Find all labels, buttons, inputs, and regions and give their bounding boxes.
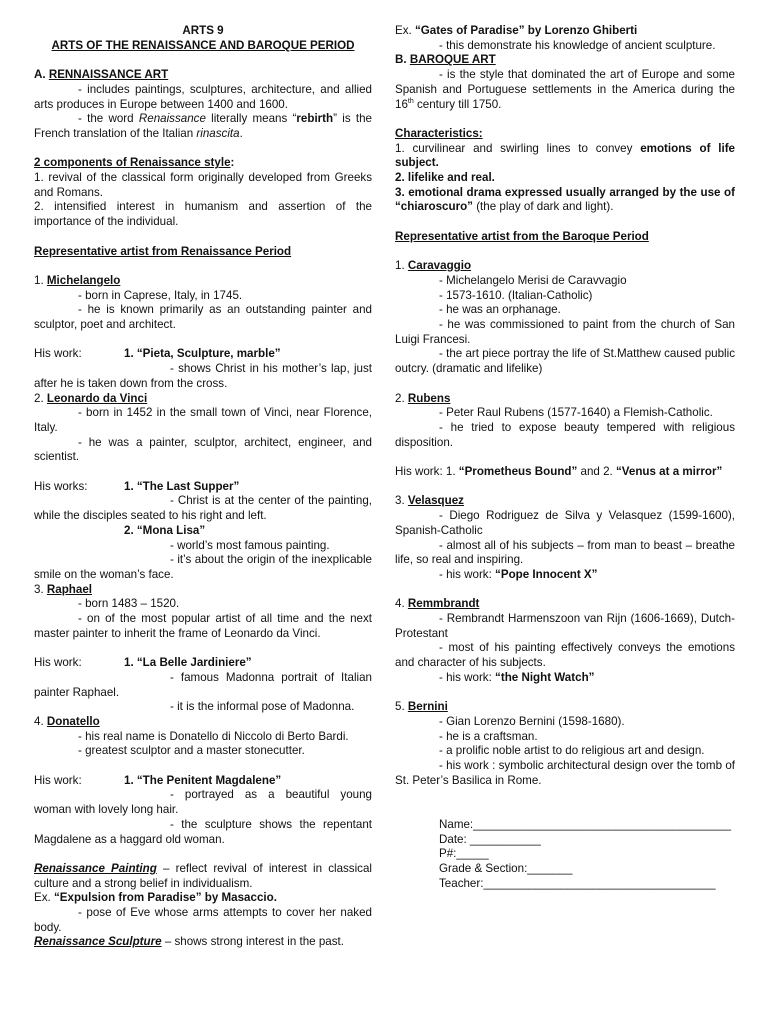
renaissance-painting-example: Ex. “Expulsion from Paradise” by Masaccio. <box>34 891 277 905</box>
michelangelo-line-2: - he is known primarily as an outstanding painter and sculptor, poet and architect. <box>34 303 372 331</box>
bernini-line-2: - he is a craftsman. <box>439 729 538 743</box>
renaissance-painting-def: Renaissance Painting – reflect revival of interest in classical culture and a strong belief in individualism. <box>34 861 373 890</box>
components-heading: 2 components of Renaissance style: <box>34 156 235 170</box>
caravaggio-heading: 1. Caravaggio <box>395 259 472 273</box>
davinci-work-2-desc-1: - world’s most famous painting. <box>170 538 330 552</box>
renaissance-heading-text: RENNAISSANCE ART <box>48 68 169 82</box>
caravaggio-line-1: - Michelangelo Merisi de Caravvagio <box>439 273 627 287</box>
course-title: ARTS 9 <box>182 24 224 37</box>
michelangelo-work-desc: - shows Christ in his mother’s lap, just after he is taken down from the cross. <box>34 362 372 390</box>
rubens-work: His work: 1. “Prometheus Bound” and 2. “Venus at a mirror” <box>395 465 723 479</box>
raphael-work-desc-2: - it is the informal pose of Madonna. <box>170 700 355 714</box>
davinci-heading: 2. Leonardo da Vinci <box>34 391 148 405</box>
raphael-work-desc-1: - famous Madonna portrait of Italian painter Raphael. <box>34 670 372 699</box>
characteristic-3: 3. emotional drama expressed usually arranged by the use of “chiaroscuro” (the play of dark and light). <box>395 185 735 214</box>
raphael-work: His work: 1. “La Belle Jardiniere” <box>34 656 252 670</box>
raphael-line-2: - on of the most popular artist of all time and the next master painter to inherit the frame of Leonardo da Vinci. <box>34 612 372 640</box>
baroque-desc: - is the style that dominated the art of Europe and some Spanish and Portuguese settlements in the America during the 16th century till 1750. <box>395 68 735 111</box>
davinci-line-1: - born in 1452 in the small town of Vinci, near Florence, Italy. <box>34 406 372 434</box>
renaissance-desc-2: - the word Renaissance literally means “rebirth” is the French translation of the Italian rinascita. <box>34 112 372 140</box>
davinci-work-1: His works: 1. “The Last Supper” <box>34 479 240 493</box>
student-info-form <box>395 818 735 892</box>
davinci-work-2: 2. “Mona Lisa” <box>124 523 206 537</box>
renaissance-artists-heading: Representative artist from Renaissance Period <box>34 244 292 258</box>
baroque-heading: B. BAROQUE ART <box>395 53 496 67</box>
davinci-work-1-desc: - Christ is at the center of the painting, while the disciples seated to his right and left. <box>34 494 372 523</box>
rubens-line-2: - he tried to expose beauty tempered with religious disposition. <box>395 420 735 449</box>
characteristic-2: 2. lifelike and real. <box>395 171 495 185</box>
renaissance-desc-1: - includes paintings, sculptures, architecture, and allied arts produces in Europe between 1400 and 1600. <box>34 82 372 111</box>
baroque-artists-heading: Representative artist from the Baroque Period <box>395 229 649 243</box>
renaissance-sculpture-def: Renaissance Sculpture – shows strong interest in the past. <box>34 935 344 949</box>
raphael-heading: 3. Raphael <box>34 582 92 596</box>
rembrandt-work: - his work: “the Night Watch” <box>439 670 595 684</box>
bernini-heading: 5. Bernini <box>395 700 448 714</box>
left-column <box>34 24 372 950</box>
donatello-line-2: - greatest sculptor and a master stonecutter. <box>78 744 305 758</box>
name-field[interactable]: Name:________________________________________ <box>439 817 732 831</box>
renaissance-heading-letter: A. <box>34 68 46 82</box>
rembrandt-line-2: - most of his painting effectively conveys the emotions and character of his subjects. <box>395 641 735 670</box>
caravaggio-line-4: - he was commissioned to paint from the church of San Luigi Francesi. <box>395 318 735 346</box>
rubens-line-1: - Peter Raul Rubens (1577-1640) a Flemish-Catholic. <box>439 406 713 420</box>
donatello-work-desc-2: - the sculpture shows the repentant Magdalene as a haggard old woman. <box>34 817 372 846</box>
renaissance-painting-example-desc: - pose of Eve whose arms attempts to cover her naked body. <box>34 906 372 934</box>
velasquez-heading: 3. Velasquez <box>395 494 464 508</box>
component-2: 2. intensified interest in humanism and assertion of the importance of the individual. <box>34 200 372 229</box>
rembrandt-heading: 4. Remmbrandt <box>395 597 480 611</box>
caravaggio-line-5: - the art piece portray the life of St.Matthew caused public outcry. (dramatic and lifelike) <box>395 347 735 376</box>
teacher-field[interactable]: Teacher:____________________________________ <box>439 876 716 890</box>
velasquez-line-1: - Diego Rodriguez de Silva y Velasquez (1599-1600), Spanish-Catholic <box>395 509 735 537</box>
characteristics-heading: Characteristics: <box>395 126 483 140</box>
donatello-work-desc-1: - portrayed as a beautiful young woman with lovely long hair. <box>34 788 372 817</box>
characteristic-1: 1. curvilinear and swirling lines to convey emotions of life subject. <box>395 141 736 170</box>
renaissance-heading <box>34 68 372 83</box>
velasquez-work: - his work: “Pope Innocent X” <box>439 567 598 581</box>
davinci-work-2-desc-2: - it’s about the origin of the inexplicable smile on the woman’s face. <box>34 553 372 581</box>
right-column <box>395 24 735 891</box>
davinci-line-2: - he was a painter, sculptor, architect, engineer, and scientist. <box>34 435 372 464</box>
p-number-field[interactable]: P#:_____ <box>439 847 489 861</box>
component-1: 1. revival of the classical form originally developed from Greeks and Romans. <box>34 171 372 199</box>
michelangelo-work: His work: 1. “Pieta, Sculpture, marble” <box>34 347 281 361</box>
bernini-line-3: - a prolific noble artist to do religious art and design. <box>439 744 705 758</box>
donatello-line-1: - his real name is Donatello di Niccolo di Berto Bardi. <box>78 729 349 743</box>
raphael-line-1: - born 1483 – 1520. <box>78 597 180 611</box>
date-field[interactable]: Date: ___________ <box>439 832 541 846</box>
grade-section-field[interactable]: Grade & Section:_______ <box>439 861 573 875</box>
rembrandt-line-1: - Rembrandt Harmenszoon van Rijn (1606-1669), Dutch-Protestant <box>395 612 735 640</box>
page-title: ARTS OF THE RENAISSANCE AND BAROQUE PERIOD <box>51 38 355 52</box>
rubens-heading: 2. Rubens <box>395 391 451 405</box>
renaissance-sculpture-example: Ex. “Gates of Paradise” by Lorenzo Ghiberti <box>395 24 638 37</box>
michelangelo-line-1: - born in Caprese, Italy, in 1745. <box>78 288 243 302</box>
bernini-line-4: - his work : symbolic architectural design over the tomb of St. Peter’s Basilica in Rome. <box>395 759 735 787</box>
caravaggio-line-3: - he was an orphanage. <box>439 303 561 317</box>
donatello-heading: 4. Donatello <box>34 714 100 728</box>
renaissance-sculpture-example-desc: - this demonstrate his knowledge of ancient sculpture. <box>439 38 716 52</box>
velasquez-line-2: - almost all of his subjects – from man to beast – breathe life, so real and inspiring. <box>395 538 735 567</box>
donatello-work: His work: 1. “The Penitent Magdalene” <box>34 773 282 787</box>
bernini-line-1: - Gian Lorenzo Bernini (1598-1680). <box>439 714 625 728</box>
caravaggio-line-2: - 1573-1610. (Italian-Catholic) <box>439 288 593 302</box>
michelangelo-heading: 1. Michelangelo <box>34 273 121 287</box>
